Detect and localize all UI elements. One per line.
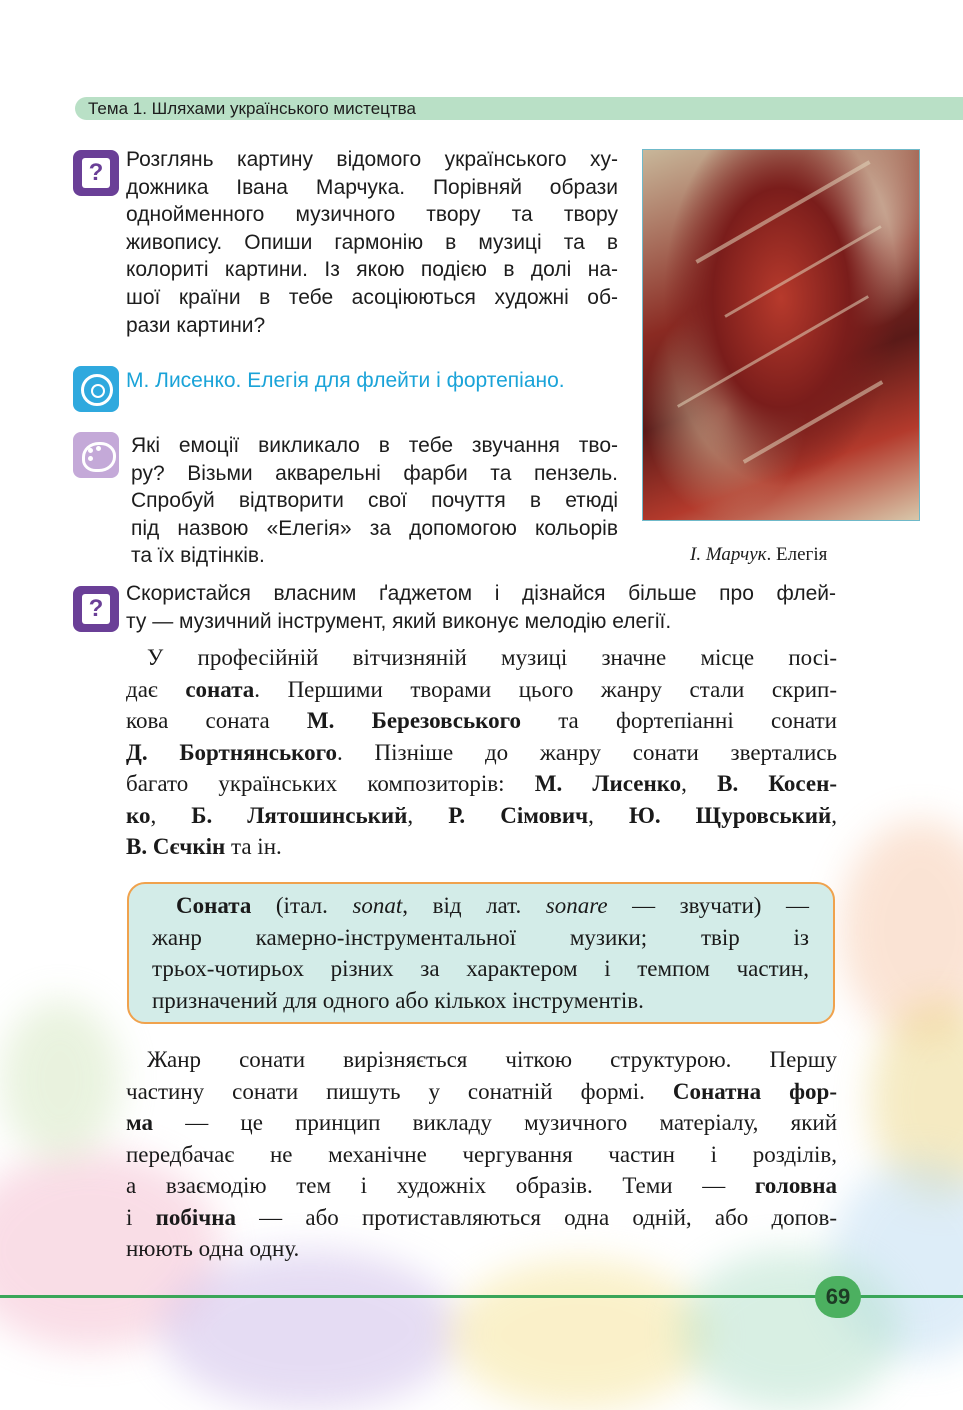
- question-icon: ?: [73, 586, 119, 632]
- paragraph-sonata-form: Жанр сонати вирізняється чіткою структурою. Першу частину сонати пишуть у сонатній формі. Сонатна фор- ма — це принцип викладу музичного матеріалу, який передбачає не механічне чергування частин і розділів, а взаємодію тем і художніх образів. Теми — головна і побічна — або протиставляються одна одній, або допов- нюють одна одну.: [126, 1047, 838, 1261]
- task-flute-research: Скористайся власним ґаджетом і дізнайся більше про флей- ту — музичний інструмент, який виконує мелодію елегії.: [126, 582, 836, 633]
- page-number: 69: [815, 1276, 861, 1318]
- task-discuss-painting: Розглянь картину відомого українського ху- дожника Івана Марчука. Порівняй образи однойменного музичного твору та твору живопису. Опиши гармонію в музиці та в колориті картини. Із якою подією в долі на- шої країни в тебе асоціюються художні об- рази картини?: [126, 148, 618, 337]
- painting-caption: І. Марчук. Елегія: [690, 544, 828, 565]
- definition-sonata: Соната (італ. sonat, від лат. sonare — звучати) — жанр камерно-інструментальної музики; твір із трьох-чотирьох різних за характером і темпом частин, призначений для одного або кількох інструментів.: [152, 893, 809, 1013]
- paragraph-sonata-history: У професійній вітчизняній музиці значне місце посі- дає соната. Першими творами цього жанру стали скрип- кова соната М. Березовського та фортепіанні сонати Д. Бортнянського. Пізніше до жанру сонати звертались багато українських композиторів: М. Лисенко, В. Косен- ко, Б. Лятошинський, Р. Сімович, Ю. Щуровський, В. Сєчкін та ін.: [126, 645, 838, 859]
- audio-disc-icon[interactable]: [73, 366, 119, 412]
- paint-splash: [680, 1250, 900, 1410]
- topic-title: Тема 1. Шляхами українського мистецтва: [88, 99, 416, 118]
- audio-track-title[interactable]: М. Лисенко. Елегія для флейти і фортепіано.: [126, 369, 565, 392]
- paint-splash: [0, 1000, 120, 1160]
- palette-icon: [73, 432, 119, 478]
- paint-splash: [160, 1250, 460, 1410]
- task-watercolor-etude: Які емоції викликало в тебе звучання тво- ру? Візьми акварельні фарби та пензель. Спробуй відтворити свої почуття в етюді під назвою «Елегія» за допомогою кольорів та їх відтінків.: [131, 434, 618, 568]
- question-icon: ?: [73, 150, 119, 196]
- painting-elegy-image: [642, 149, 920, 521]
